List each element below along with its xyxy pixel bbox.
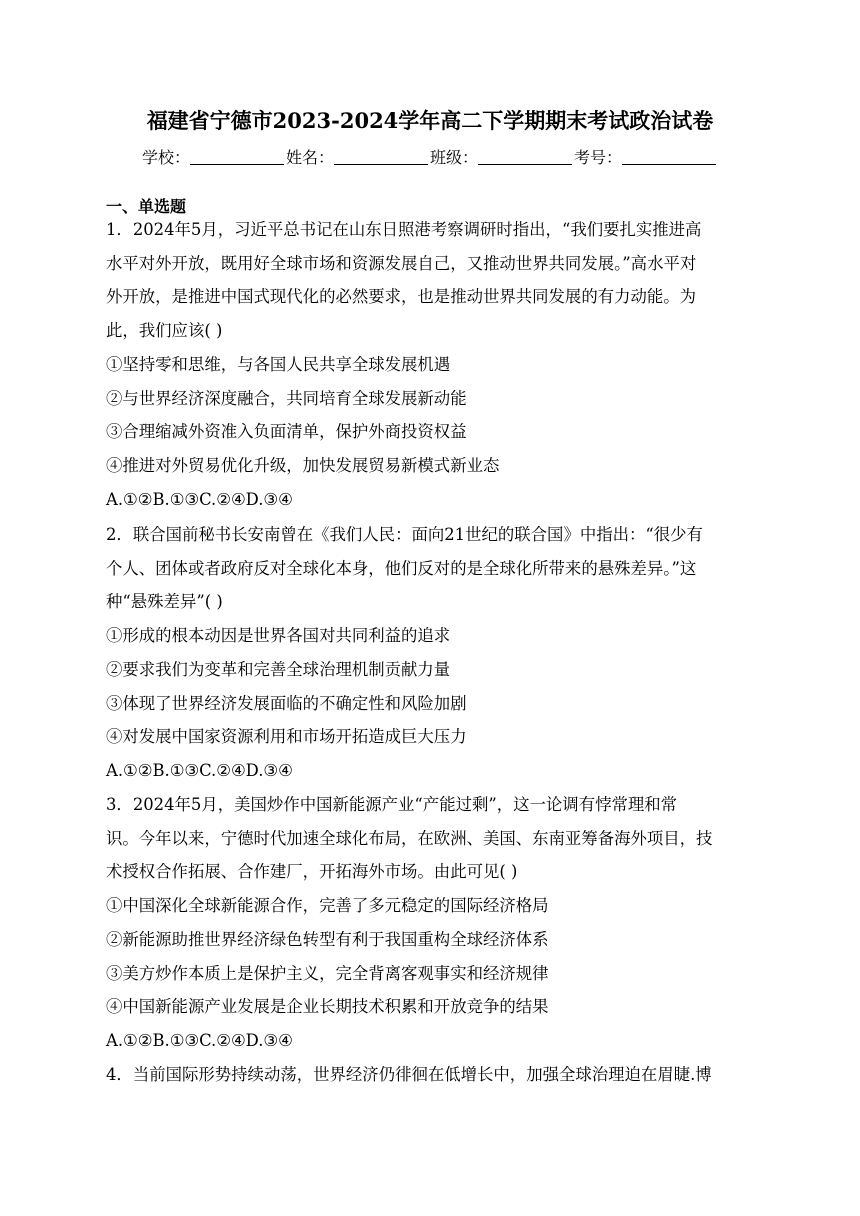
answer-choice-a[interactable]: A.①②	[106, 1030, 153, 1050]
statement-option: ①形成的根本动因是世界各国对共同利益的追求	[106, 626, 451, 646]
exam-number-blank[interactable]	[622, 148, 716, 165]
question-stem-line: 识。今年以来，宁德时代加速全球化布局，在欧洲、美国、东南亚筹备海外项目，技	[106, 828, 713, 848]
question-4	[106, 1058, 756, 1092]
answer-choices	[106, 1024, 756, 1058]
answer-choice-c[interactable]: C.②④	[199, 760, 246, 780]
statement-option: ④中国新能源产业发展是企业长期技术积累和开放竞争的结果	[106, 997, 549, 1017]
answer-choice-b[interactable]: B.①③	[152, 489, 200, 509]
school-blank[interactable]	[190, 148, 284, 165]
statement-option: ②与世界经济深度融合，共同培育全球发展新动能	[106, 388, 467, 408]
class-label: 班级：	[430, 148, 479, 167]
question-stem-line: 外开放，是推进中国式现代化的必然要求，也是推动世界共同发展的有力动能。为	[106, 287, 697, 307]
exam-title: 福建省宁德市2023-2024学年高二下学期期末考试政治试卷	[146, 108, 714, 133]
question-1	[106, 213, 756, 516]
exam-number-field	[574, 145, 718, 171]
question-stem-line: 4．当前国际形势持续动荡，世界经济仍徘徊在低增长中，加强全球治理迫在眉睫.博	[106, 1065, 712, 1084]
question-3	[106, 788, 756, 1058]
question-stem-line: 此，我们应该( )	[106, 321, 223, 341]
question-stem-line: 3．2024年5月，美国炒作中国新能源产业“产能过剩”，这一论调有悖常理和常	[106, 795, 678, 814]
answer-choice-b[interactable]: B.①③	[152, 1030, 200, 1050]
answer-choice-b[interactable]: B.①③	[152, 760, 200, 780]
statement-option: ①中国深化全球新能源合作，完善了多元稳定的国际经济格局	[106, 896, 549, 916]
answer-choice-a[interactable]: A.①②	[106, 760, 153, 780]
statement-option: ①坚持零和思维，与各国人民共享全球发展机遇	[106, 354, 451, 374]
question-stem-line: 种“悬殊差异”( )	[106, 592, 223, 612]
answer-choice-d[interactable]: D.③④	[245, 1030, 293, 1050]
statement-option: ③体现了世界经济发展面临的不确定性和风险加剧	[106, 693, 467, 713]
question-stem-line: 1．2024年5月，习近平总书记在山东日照港考察调研时指出，“我们要扎实推进高	[106, 220, 702, 239]
question-stem-line: 水平对外开放，既用好全球市场和资源发展自己，又推动世界共同发展。”高水平对	[106, 253, 697, 273]
question-stem-line: 术授权合作拓展、合作建厂，开拓海外市场。由此可见( )	[106, 862, 518, 882]
question-stem-line: 个人、团体或者政府反对全球化本身，他们反对的是全球化所带来的悬殊差异。”这	[106, 558, 697, 578]
statement-option: ③合理缩减外资准入负面清单，保护外商投资权益	[106, 422, 467, 442]
class-blank[interactable]	[478, 148, 572, 165]
school-label: 学校：	[141, 148, 190, 167]
answer-choice-a[interactable]: A.①②	[106, 489, 153, 509]
statement-option: ④对发展中国家资源利用和市场开拓造成巨大压力	[106, 727, 467, 747]
statement-option: ②要求我们为变革和完善全球治理机制贡献力量	[106, 659, 451, 679]
student-info-row	[0, 145, 860, 171]
question-stem-line: 2．联合国前秘书长安南曾在《我们人民：面向21世纪的联合国》中指出：“很少有	[106, 525, 703, 544]
answer-choice-d[interactable]: D.③④	[245, 489, 293, 509]
section-heading: 一、单选题	[106, 197, 187, 216]
class-field	[430, 145, 574, 171]
name-field	[286, 145, 430, 171]
question-2	[106, 518, 756, 788]
answer-choices	[106, 483, 756, 517]
answer-choice-c[interactable]: C.②④	[199, 1030, 246, 1050]
exam-number-label: 考号：	[574, 148, 623, 167]
answer-choice-c[interactable]: C.②④	[199, 489, 246, 509]
statement-option: ③美方炒作本质上是保护主义，完全背离客观事实和经济规律	[106, 963, 549, 983]
statement-option: ②新能源助推世界经济绿色转型有利于我国重构全球经济体系	[106, 929, 549, 949]
answer-choices	[106, 754, 756, 788]
statement-option: ④推进对外贸易优化升级，加快发展贸易新模式新业态	[106, 455, 500, 475]
school-field	[142, 145, 286, 171]
name-label: 姓名：	[285, 148, 334, 167]
answer-choice-d[interactable]: D.③④	[245, 760, 293, 780]
name-blank[interactable]	[334, 148, 428, 165]
